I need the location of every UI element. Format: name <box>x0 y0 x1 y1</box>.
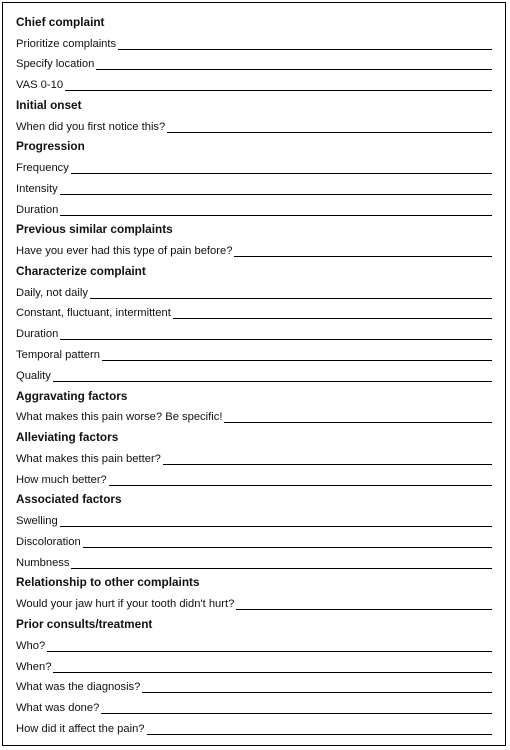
field-row <box>16 281 492 302</box>
field-label: Daily, not daily <box>16 286 88 299</box>
answer-line[interactable] <box>53 381 492 382</box>
history-form <box>2 2 506 746</box>
field-label: When did you first notice this? <box>16 120 166 133</box>
field-label: Specify location <box>16 58 95 71</box>
field-label: Would your jaw hurt if your tooth didn't hurt? <box>16 598 235 611</box>
answer-line[interactable] <box>102 360 492 361</box>
answer-line[interactable] <box>60 339 492 340</box>
field-row <box>16 73 492 94</box>
section-heading-aggravating-factors: Aggravating factors <box>16 388 128 403</box>
field-label: How much better? <box>16 473 107 486</box>
field-label: What was done? <box>16 702 100 715</box>
field-row <box>16 53 492 74</box>
field-row <box>16 447 492 468</box>
field-row <box>16 634 492 655</box>
answer-line[interactable] <box>224 422 492 423</box>
field-row <box>16 364 492 385</box>
answer-line[interactable] <box>173 318 492 319</box>
field-label: Swelling <box>16 515 58 528</box>
answer-line[interactable] <box>60 215 492 216</box>
field-row <box>16 530 492 551</box>
answer-line[interactable] <box>101 713 492 714</box>
field-row <box>16 655 492 676</box>
section-heading-alleviating-factors: Alleviating factors <box>16 430 119 445</box>
field-label: Quality <box>16 369 51 382</box>
answer-line[interactable] <box>147 734 492 735</box>
section-heading-relationship-to-other-complaints: Relationship to other complaints <box>16 575 200 590</box>
field-row <box>16 696 492 717</box>
field-row <box>16 592 492 613</box>
field-label: Numbness <box>16 556 70 569</box>
field-row <box>16 198 492 219</box>
field-row <box>16 115 492 136</box>
field-row <box>16 177 492 198</box>
answer-line[interactable] <box>234 256 492 257</box>
field-row <box>16 156 492 177</box>
section-heading-prior-consults-treatment: Prior consults/treatment <box>16 616 153 631</box>
field-label: How did it affect the pain? <box>16 722 145 735</box>
answer-line[interactable] <box>65 90 492 91</box>
section-heading-characterize-complaint: Characterize complaint <box>16 263 146 278</box>
field-label: Duration <box>16 203 59 216</box>
field-row <box>16 468 492 489</box>
answer-line[interactable] <box>71 568 492 569</box>
answer-line[interactable] <box>90 298 492 299</box>
answer-line[interactable] <box>118 49 492 50</box>
field-label: Discoloration <box>16 535 81 548</box>
field-label: Constant, fluctuant, intermittent <box>16 307 171 320</box>
field-row <box>16 343 492 364</box>
answer-line[interactable] <box>142 692 492 693</box>
answer-line[interactable] <box>47 651 492 652</box>
field-label: Frequency <box>16 162 69 175</box>
field-row <box>16 322 492 343</box>
answer-line[interactable] <box>167 132 492 133</box>
field-row <box>16 239 492 260</box>
field-row <box>16 551 492 572</box>
section-heading-previous-similar-complaints: Previous similar complaints <box>16 222 173 237</box>
field-row <box>16 509 492 530</box>
form-rows <box>16 11 492 738</box>
field-label: Intensity <box>16 182 58 195</box>
answer-line[interactable] <box>109 485 492 486</box>
field-row <box>16 717 492 738</box>
field-label: VAS 0-10 <box>16 79 64 92</box>
field-row <box>16 32 492 53</box>
section-heading-associated-factors: Associated factors <box>16 492 122 507</box>
field-label: Who? <box>16 639 46 652</box>
field-label: Temporal pattern <box>16 349 100 362</box>
answer-line[interactable] <box>236 609 492 610</box>
section-heading-chief-complaint: Chief complaint <box>16 14 105 29</box>
field-label: What makes this pain worse? Be specific! <box>16 411 223 424</box>
field-row <box>16 676 492 697</box>
field-label: What was the diagnosis? <box>16 681 141 694</box>
field-row <box>16 302 492 323</box>
answer-line[interactable] <box>83 547 492 548</box>
field-label: Prioritize complaints <box>16 37 117 50</box>
answer-line[interactable] <box>96 69 492 70</box>
field-row <box>16 406 492 427</box>
field-label: What makes this pain better? <box>16 452 161 465</box>
section-heading-initial-onset: Initial onset <box>16 97 82 112</box>
field-label: When? <box>16 660 52 673</box>
section-heading-progression: Progression <box>16 139 85 154</box>
answer-line[interactable] <box>71 173 492 174</box>
field-label: Duration <box>16 328 59 341</box>
answer-line[interactable] <box>60 194 492 195</box>
answer-line[interactable] <box>60 526 492 527</box>
answer-line[interactable] <box>53 672 492 673</box>
field-label: Have you ever had this type of pain before? <box>16 245 233 258</box>
answer-line[interactable] <box>163 464 492 465</box>
